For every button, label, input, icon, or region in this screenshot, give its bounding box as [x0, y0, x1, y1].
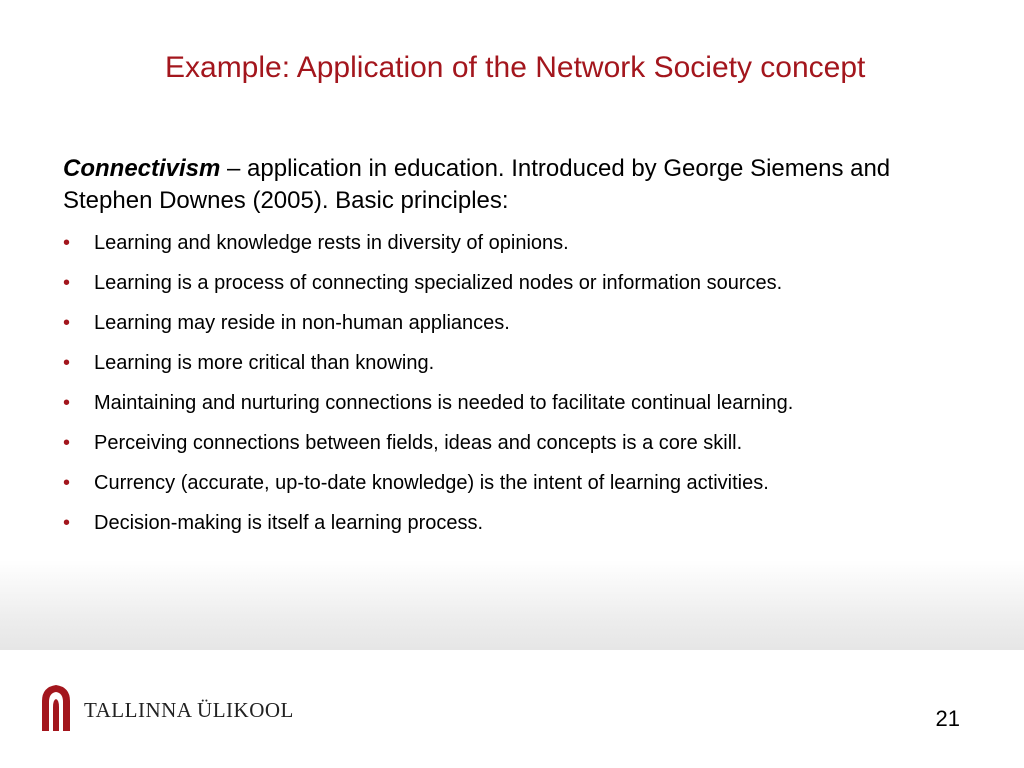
intro-term: Connectivism [63, 155, 221, 182]
list-item-text: Learning may reside in non-human appliances. [94, 312, 510, 334]
bullet-icon: • [63, 512, 71, 534]
list-item-text: Learning and knowledge rests in diversity of opinions. [94, 232, 569, 254]
university-name: TALLINNA ÜLIKOOL [84, 697, 294, 722]
list-item-text: Currency (accurate, up-to-date knowledge) is the intent of learning activities. [94, 472, 769, 494]
list-item [63, 269, 983, 298]
background-gradient-band [0, 560, 1024, 650]
list-item-text: Maintaining and nurturing connections is needed to facilitate continual learning. [94, 392, 794, 414]
slide-title: Example: Application of the Network Society concept [165, 51, 866, 84]
intro-paragraph [63, 153, 943, 217]
list-item-text: Learning is a process of connecting specialized nodes or information sources. [94, 272, 783, 294]
list-item-text: Decision-making is itself a learning process. [94, 512, 484, 534]
university-logo [38, 683, 294, 733]
list-item [63, 429, 983, 458]
list-item [63, 389, 983, 418]
bullet-icon: • [63, 232, 71, 254]
intro-text: – application in education. Introduced by George Siemens and Stephen Downes (2005). Basic principles: [63, 155, 891, 214]
list-item [63, 509, 983, 538]
list-item [63, 469, 983, 498]
list-item [63, 349, 983, 378]
bullet-icon: • [63, 352, 71, 374]
bullet-icon: • [63, 272, 71, 294]
list-item [63, 229, 983, 258]
list-item-text: Perceiving connections between fields, ideas and concepts is a core skill. [94, 432, 743, 454]
page-number: 21 [935, 706, 960, 731]
list-item [63, 309, 983, 338]
principles-list [63, 229, 983, 549]
bullet-icon: • [63, 392, 71, 414]
bullet-icon: • [63, 312, 71, 334]
list-item-text: Learning is more critical than knowing. [94, 352, 435, 374]
bullet-icon: • [63, 472, 71, 494]
bullet-icon: • [63, 432, 71, 454]
university-arch-logo-icon [38, 683, 74, 733]
